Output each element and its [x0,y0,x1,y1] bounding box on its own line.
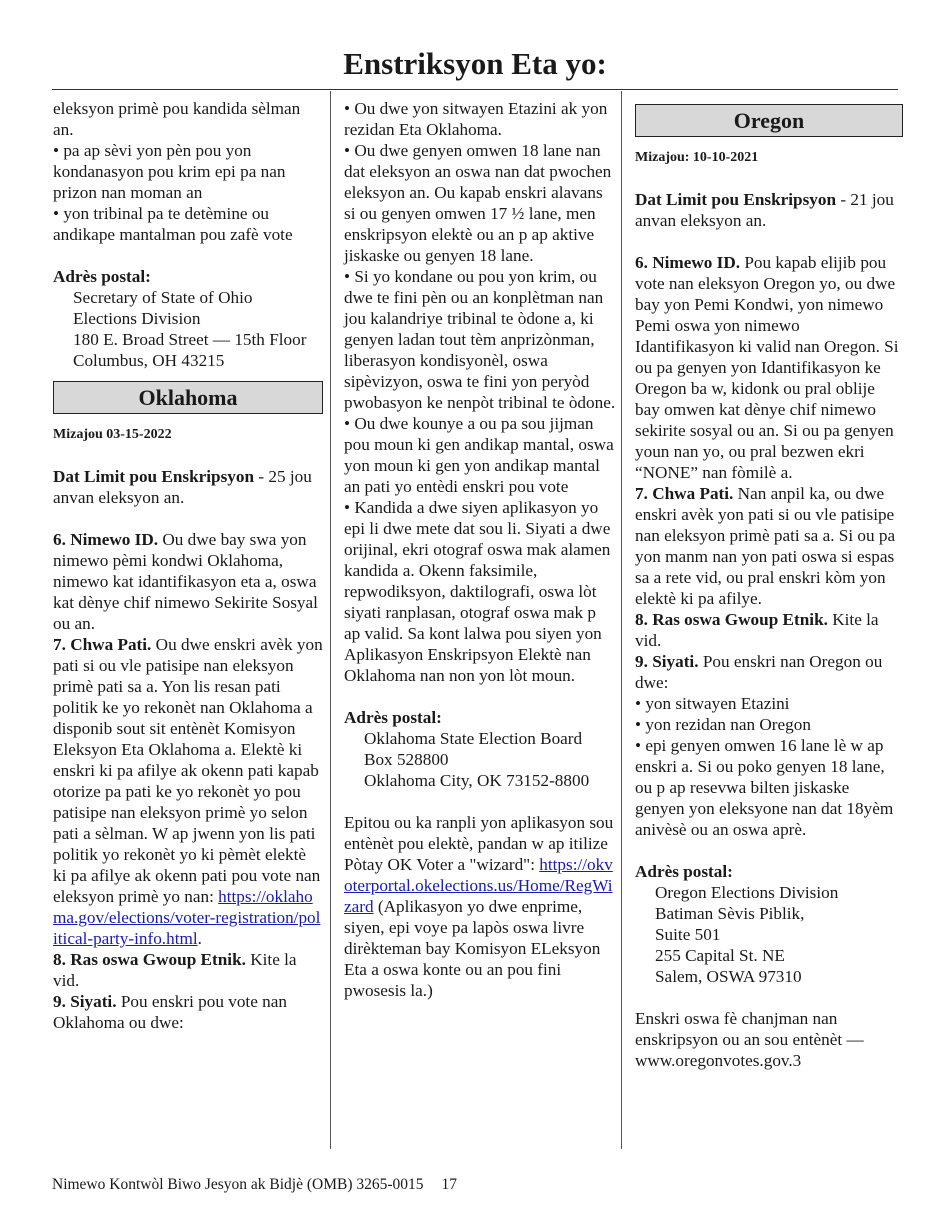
oklahoma-race-ethnic: 8. Ras oswa Gwoup Etnik. Kite la vid. [53,950,297,990]
ohio-mailing-address [53,287,323,371]
address-line: Secretary of State of Ohio [73,288,253,307]
ohio-continued-text: eleksyon primè pou kandida sèlman an. [53,99,301,139]
ohio-requirement-bullet: • pa ap sèvi yon pèn pou yon kondanasyon pou krim epi pa nan prizon nan moman an [53,141,286,202]
state-header-oklahoma: Oklahoma [53,381,323,414]
oklahoma-id-number: 6. Nimewo ID. Ou dwe bay swa yon nimewo pèmi kondwi Oklahoma, nimewo kat idantifikasyon eta a, oswa kat dènye chif nimewo Sekirite Sosyal ou an. [53,530,318,633]
column-3 [635,98,903,1071]
oklahoma-mailing-address [344,728,616,791]
address-line: Oklahoma State Election Board [364,729,583,748]
oregon-party-choice: 7. Chwa Pati. Nan anpil ka, ou dwe enskri avèk yon pati si ou vle patisipe nan eleksyon primè pati sa a. Si ou pa yon manm nan yon pati oswa si espas sa a rete vid, ou pral enskri kòm yon elektè ki pa afilye. [635,484,896,608]
address-line: 180 E. Broad Street — 15th Floor [73,330,307,349]
column-2 [344,98,616,1001]
mailing-address-label: Adrès postal: [344,708,442,727]
address-line: Salem, OSWA 97310 [655,967,802,986]
title-divider [52,89,898,90]
oregon-id-number: 6. Nimewo ID. Pou kapab elijib pou vote nan eleksyon Oregon yo, ou dwe bay yon Pemi Kondwi, yon nimewo Pemi oswa yon nimewo Idantifikasyon ki valid nan Oregon. Si ou pa genyen yon Idantifikasyon ke Oregon ba w, kidonk ou pral oblije bay omwen kat dènye chif nimewo sekirite sosyal ou an. Si ou pa genyen youn nan yo, ou pral bezwen ekri “NONE” nan fòmilè a. [635,253,899,482]
address-line: Suite 501 [655,925,721,944]
oklahoma-requirement-bullet: • Ou dwe yon sitwayen Etazini ak yon rezidan Eta Oklahoma. [344,99,608,139]
mailing-address-label: Adrès postal: [53,267,151,286]
oregon-race-ethnic: 8. Ras oswa Gwoup Etnik. Kite la vid. [635,610,879,650]
oregon-signature: 9. Siyati. Pou enskri nan Oregon ou dwe: [635,652,883,692]
oklahoma-party-info-link[interactable]: https://oklahoma.gov/elections/voter-registration/political-party-info.html [53,887,321,948]
oklahoma-updated-date: Mizajou 03-15-2022 [53,427,172,442]
ok-voter-portal-link[interactable]: https://okvoterportal.okelections.us/Home/RegWizard [344,855,613,916]
oklahoma-party-choice: 7. Chwa Pati. Ou dwe enskri avèk yon pati si ou vle patisipe nan eleksyon primè pati sa a. Yon lis resan pati politik ke yo rekonèt nan Oklahoma a disponib sout sit entènèt Komisyon Eleksyon Eta Oklahoma a. Elektè ki enskri ki pa afilye ak okenn pati kapab otorize pa pati ke yo rekonèt yo pou patisipe nan eleksyon primè yo selon pati a sèlman. W ap jwenn yon lis pati politik yo rekonèt yo ki pèmèt elektè ki pa afilye ak okenn pati pou vote nan eleksyon primè yo nan: https://oklahoma.gov/elections/voter-registration/political-party-info.html. [53,635,323,948]
mailing-address-label: Adrès postal: [635,862,733,881]
column-divider-2 [621,91,622,1149]
oregon-requirement-bullet: • yon rezidan nan Oregon [635,715,811,734]
state-header-oregon: Oregon [635,104,903,137]
address-line: Oregon Elections Division [655,883,839,902]
address-line: 255 Capital St. NE [655,946,785,965]
oklahoma-online-registration: Epitou ou ka ranpli yon aplikasyon sou entènèt pou elektè, pandan w ap itilize Pòtay OK Voter a "wizard": https://okvoterportal.okelections.us/Home/RegWizard (Aplikasyon yo dwe enprime, siyen, epi voye pa lapòs oswa livre dirèkteman bay Komisyon ELeksyon Eta a oswa konte ou an pou fini pwosesis la.) [344,813,614,1000]
address-line: Oklahoma City, OK 73152-8800 [364,771,590,790]
omb-control-number: Nimewo Kontwòl Biwo Jesyon ak Bidjè (OMB) 3265-0015 [52,1176,424,1193]
oregon-mailing-address [635,882,903,987]
address-line: Batiman Sèvis Piblik, [655,904,805,923]
oklahoma-requirement-bullet: • Ou dwe kounye a ou pa sou jijman pou moun ki gen andikap mantal, oswa yon moun ki gen yon andikap mantal an pati yo entèdi enskri pou vote [344,414,614,496]
address-line: Elections Division [73,309,201,328]
oklahoma-requirement-bullet: • Kandida a dwe siyen aplikasyon yo epi li dwe mete dat sou li. Siyati a dwe orijinal, ekri otograf oswa mak alamen kandida a. Okenn faksimile, repwodiksyon, daktilografi, oswa lòt siyati ranplasan, otograf oswa mak p ap valid. Sa kont lalwa pou siyen yon Aplikasyon Enskripsyon Elektè nan Oklahoma nan non yon lòt moun. [344,498,611,685]
column-1 [53,98,323,1033]
oklahoma-requirement-bullet: • Si yo kondane ou pou yon krim, ou dwe te fini pèn ou an konplètman nan jou kalandriye tribinal te òdone a, ki genyen ladan tout tèm anprizònman, liberasyon kondisyonèl, oswa sipèvizyon, oswa te fini yon peryòd pwobasyon ke nenpòt tribinal te òdone. [344,267,616,412]
address-line: Columbus, OH 43215 [73,351,225,370]
oregon-deadline: Dat Limit pou Enskripsyon - 21 jou anvan eleksyon an. [635,190,894,230]
oregon-online-note: Enskri oswa fè chanjman nan enskripsyon ou an sou entènèt — www.oregonvotes.gov.3 [635,1009,864,1070]
oklahoma-deadline: Dat Limit pou Enskripsyon - 25 jou anvan eleksyon an. [53,467,312,507]
column-divider-1 [330,91,331,1149]
address-line: Box 528800 [364,750,449,769]
page-number: 17 [441,1176,458,1193]
oregon-updated-date: Mizajou: 10-10-2021 [635,150,759,165]
ohio-requirement-bullet: • yon tribinal pa te detèmine ou andikape mantalman pou zafè vote [53,204,293,244]
page-footer [52,1175,457,1195]
oregon-requirement-bullet: • epi genyen omwen 16 lane lè w ap enskri a. Si ou poko genyen 18 lane, ou p ap resevwa bilten jiskaske genyen yon eleksyone nan dat 18yèm anivèsè ou an oswa aprè. [635,736,894,839]
oregon-requirement-bullet: • yon sitwayen Etazini [635,694,790,713]
oklahoma-requirement-bullet: • Ou dwe genyen omwen 18 lane nan dat eleksyon an oswa nan dat pwochen eleksyon an. Ou kapab enskri alavans si ou genyen omwen 17 ½ lane, men enskripsyon elektè ou an p ap aktive jiskaske ou genyen 18 lane. [344,141,612,265]
oklahoma-signature: 9. Siyati. Pou enskri pou vote nan Oklahoma ou dwe: [53,992,287,1032]
page-title: Enstriksyon Eta yo: [343,46,607,81]
